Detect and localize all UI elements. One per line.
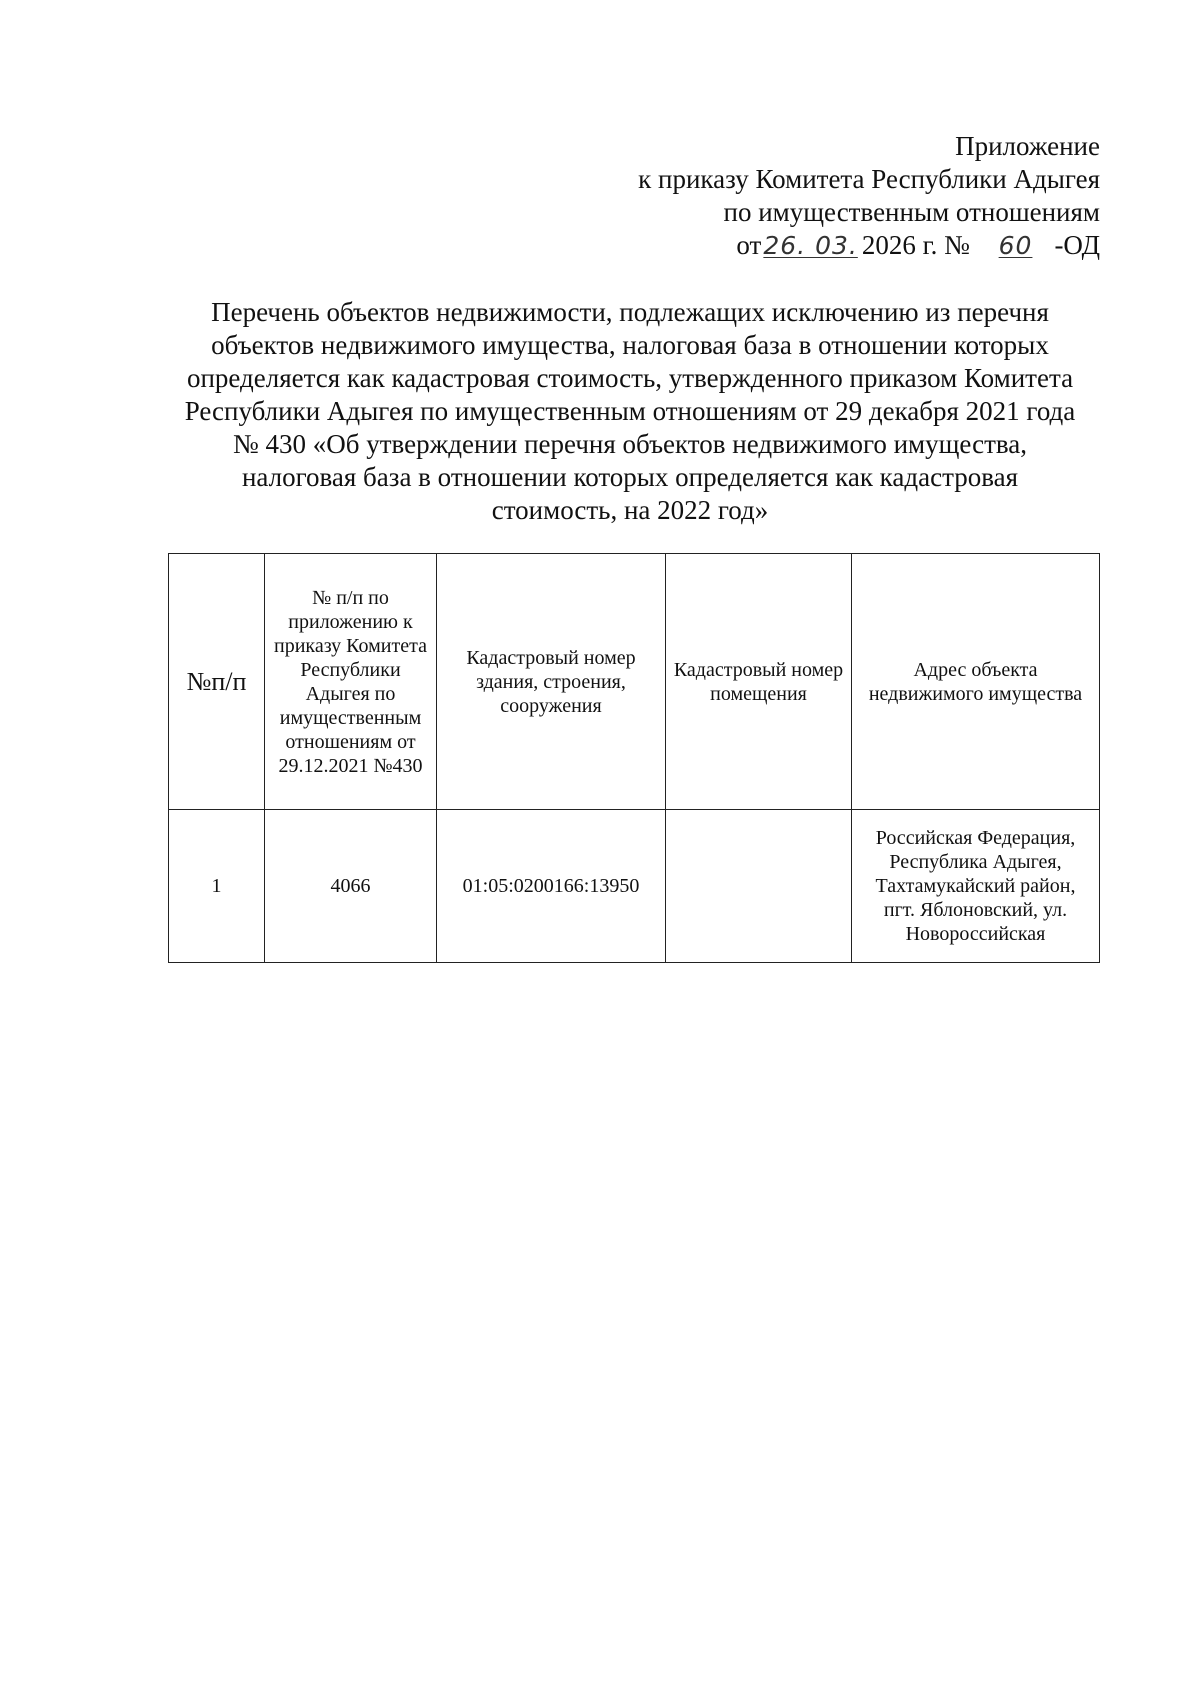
- cell-address: Российская Федерация, Республика Адыгея, Тахтамукайский район, пгт. Яблоновский, ул. Новороссийская: [852, 810, 1100, 963]
- appendix-header: [638, 130, 1100, 262]
- cell-room-cadastral: [666, 810, 852, 963]
- appendix-line-2: к приказу Комитета Республики Адыгея: [638, 164, 1100, 194]
- document-title: Перечень объектов недвижимости, подлежащих исключению из перечня объектов недвижимого имущества, налоговая база в отношении которых определяется как кадастровая стоимость, утвержденного приказом Комитета Республики Адыгея по имущественным отношениям от 29 декабря 2021 года № 430 «Об утверждении перечня объектов недвижимого имущества, налоговая база в отношении которых определяется как кадастровая стоимость, на 2022 год»: [184, 297, 1076, 525]
- table-row: [169, 810, 1100, 963]
- header-appendix-number: № п/п по приложению к приказу Комитета Республики Адыгея по имущественным отношениям от 29.12.2021 №430: [265, 554, 437, 810]
- order-number-suffix: -ОД: [1054, 230, 1100, 260]
- appendix-line-1: Приложение: [955, 131, 1100, 161]
- header-building-cadastral: Кадастровый номер здания, строения, сооружения: [437, 554, 666, 810]
- date-prefix: от: [736, 230, 762, 260]
- handwritten-date: 26. 03.: [763, 231, 858, 260]
- header-room-cadastral: Кадастровый номер помещения: [666, 554, 852, 810]
- objects-table: [168, 553, 1100, 963]
- handwritten-order-number: 60: [998, 231, 1033, 260]
- cell-building-cadastral: 01:05:0200166:13950: [437, 810, 666, 963]
- cell-row-number: 1: [169, 810, 265, 963]
- table-header-row: [169, 554, 1100, 810]
- year-text: 2026 г. №: [861, 230, 970, 260]
- appendix-date-line: [638, 229, 1100, 262]
- appendix-line-3: по имущественным отношениям: [723, 197, 1100, 227]
- header-address: Адрес объекта недвижимого имущества: [852, 554, 1100, 810]
- header-row-number: №п/п: [169, 554, 265, 810]
- cell-appendix-number: 4066: [265, 810, 437, 963]
